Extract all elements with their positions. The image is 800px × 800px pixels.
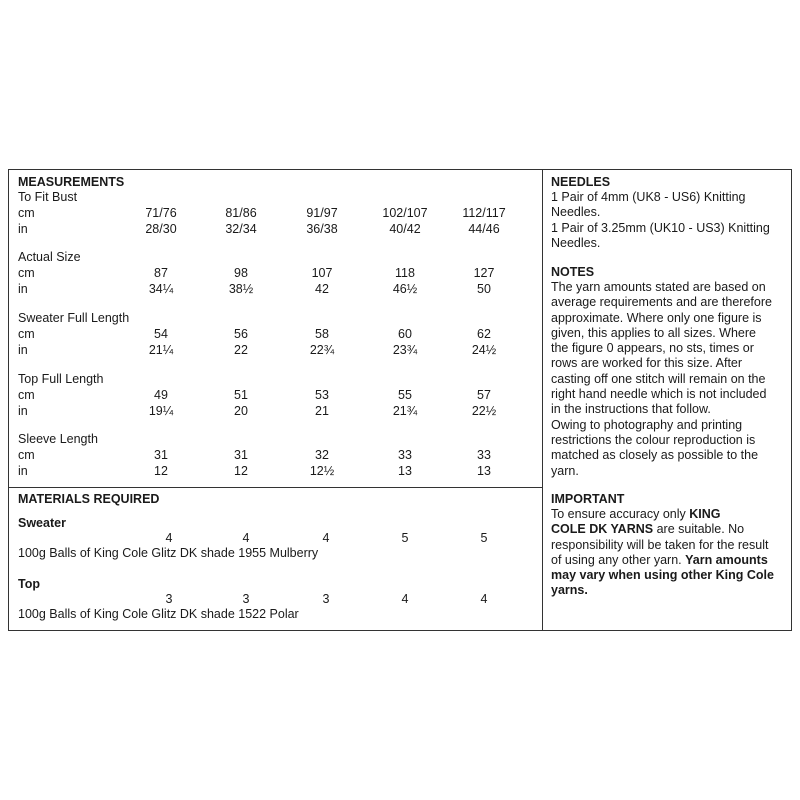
notes-line: matched as closely as possible to the	[551, 448, 759, 463]
notes-text	[551, 280, 772, 479]
ball-count: 3	[242, 592, 250, 606]
important-line	[551, 553, 774, 568]
ball-count: 5	[401, 531, 409, 545]
value-cell: 87	[154, 266, 168, 280]
notes-line: given, this applies to all sizes. Where	[551, 325, 756, 340]
notes-line: yarn.	[551, 463, 579, 478]
needles-line: Needles.	[551, 205, 601, 220]
important-line	[551, 583, 774, 598]
value-cell: 38½	[228, 282, 254, 296]
value-cell: 91/97	[306, 206, 338, 220]
value-cell: 102/107	[382, 206, 428, 220]
needles-line: 1 Pair of 4mm (UK8 - US6) Knitting	[551, 190, 746, 204]
measurements-heading: MEASUREMENTS	[18, 175, 125, 189]
value-cell: 21	[315, 404, 329, 418]
group-label-sleeve-length: Sleeve Length	[18, 432, 98, 446]
ball-count: 3	[322, 592, 330, 606]
material-description: 100g Balls of King Cole Glitz DK shade 1522 Polar	[18, 607, 299, 621]
unit-label: in	[18, 343, 28, 357]
warning-bold: Yarn amounts	[685, 552, 768, 567]
value-cell: 12	[154, 464, 168, 478]
value-cell: 56	[234, 327, 248, 341]
group-label-actual-size: Actual Size	[18, 250, 81, 264]
notes-line: restrictions the colour reproduction is	[551, 432, 756, 447]
value-cell: 22¾	[309, 343, 335, 357]
group-label-sweater-full-length: Sweater Full Length	[18, 311, 130, 325]
brand-name-bold: KING	[689, 507, 721, 521]
important-line	[551, 568, 774, 583]
value-cell: 62	[477, 327, 491, 341]
value-cell: 112/117	[462, 206, 506, 220]
value-cell: 22½	[471, 404, 497, 418]
value-cell: 28/30	[145, 222, 177, 236]
notes-heading: NOTES	[551, 265, 595, 279]
unit-label: in	[18, 222, 28, 236]
notes-line: Owing to photography and printing	[551, 417, 743, 432]
important-text-plain: of using any other yarn.	[551, 552, 686, 567]
value-cell: 21¼	[148, 343, 174, 357]
notes-line: right hand needle which is not included	[551, 387, 767, 402]
value-cell: 12	[234, 464, 248, 478]
value-cell: 12½	[309, 464, 335, 478]
section-divider	[8, 487, 542, 488]
needles-line: 1 Pair of 3.25mm (UK10 - US3) Knitting	[551, 220, 770, 235]
warning-bold: yarns.	[551, 583, 588, 598]
value-cell: 20	[234, 404, 248, 418]
value-cell: 31	[154, 448, 168, 462]
value-cell: 31	[234, 448, 248, 462]
value-cell: 22	[234, 343, 248, 357]
important-heading: IMPORTANT	[551, 492, 625, 506]
value-cell: 19¼	[148, 404, 174, 418]
ball-count: 4	[480, 592, 488, 606]
unit-label: cm	[18, 266, 35, 280]
value-cell: 71/76	[145, 206, 177, 220]
group-label-to-fit-bust: To Fit Bust	[18, 190, 78, 204]
important-text-plain: To ensure accuracy only	[551, 507, 690, 521]
ball-count: 5	[480, 531, 488, 545]
value-cell: 44/46	[468, 222, 500, 236]
value-cell: 34¼	[148, 282, 174, 296]
needles-heading: NEEDLES	[551, 175, 611, 189]
value-cell: 32	[315, 448, 329, 462]
material-description: 100g Balls of King Cole Glitz DK shade 1955 Mulberry	[18, 546, 319, 560]
brand-name-bold: COLE DK YARNS	[551, 522, 654, 537]
value-cell: 13	[477, 464, 491, 478]
value-cell: 40/42	[389, 222, 421, 236]
warning-bold: may vary when using other King Cole	[551, 568, 774, 583]
value-cell: 54	[154, 327, 168, 341]
value-cell: 13	[398, 464, 412, 478]
value-cell: 127	[473, 266, 495, 280]
value-cell: 81/86	[225, 206, 257, 220]
value-cell: 107	[311, 266, 333, 280]
value-cell: 53	[315, 388, 329, 402]
notes-line: in the instructions that follow.	[551, 402, 711, 417]
unit-label: in	[18, 404, 28, 418]
value-cell: 46½	[392, 282, 418, 296]
unit-label: cm	[18, 327, 35, 341]
value-cell: 50	[477, 282, 491, 296]
notes-line: approximate. Where only one figure is	[551, 310, 762, 325]
materials-heading: MATERIALS REQUIRED	[18, 492, 160, 506]
value-cell: 49	[154, 388, 168, 402]
value-cell: 58	[315, 327, 329, 341]
unit-label: cm	[18, 206, 35, 220]
value-cell: 32/34	[225, 222, 257, 236]
group-label-top-full-length: Top Full Length	[18, 372, 104, 386]
value-cell: 118	[395, 266, 415, 280]
notes-line: average requirements and are therefore	[551, 295, 772, 310]
unit-label: cm	[18, 388, 35, 402]
value-cell: 60	[398, 327, 412, 341]
value-cell: 24½	[471, 343, 497, 357]
important-text-plain: are suitable. No	[653, 522, 745, 537]
needles-line: Needles.	[551, 235, 601, 250]
unit-label: cm	[18, 448, 35, 462]
important-line	[551, 522, 774, 537]
value-cell: 23¾	[392, 343, 418, 357]
column-divider	[542, 169, 543, 631]
value-cell: 33	[477, 448, 491, 462]
value-cell: 42	[315, 282, 329, 296]
needles-text	[551, 190, 770, 251]
value-cell: 36/38	[306, 222, 338, 236]
important-line	[551, 507, 774, 522]
value-cell: 57	[477, 388, 491, 402]
notes-line: The yarn amounts stated are based on	[551, 280, 766, 294]
notes-line: casting off one stitch will remain on the	[551, 371, 766, 386]
value-cell: 98	[234, 266, 248, 280]
material-label-top: Top	[18, 577, 40, 591]
ball-count: 3	[165, 592, 173, 606]
value-cell: 51	[234, 388, 248, 402]
value-cell: 33	[398, 448, 412, 462]
important-text	[551, 507, 774, 599]
notes-line: rows are worked for this size. After	[551, 356, 743, 371]
value-cell: 21¾	[392, 404, 418, 418]
ball-count: 4	[322, 531, 330, 545]
value-cell: 55	[398, 388, 412, 402]
ball-count: 4	[401, 592, 409, 606]
unit-label: in	[18, 282, 28, 296]
ball-count: 4	[242, 531, 250, 545]
unit-label: in	[18, 464, 28, 478]
ball-count: 4	[165, 531, 173, 545]
notes-line: the figure 0 appears, no sts, times or	[551, 341, 754, 356]
important-line: responsibility will be taken for the result	[551, 537, 769, 552]
material-label-sweater: Sweater	[18, 516, 66, 530]
